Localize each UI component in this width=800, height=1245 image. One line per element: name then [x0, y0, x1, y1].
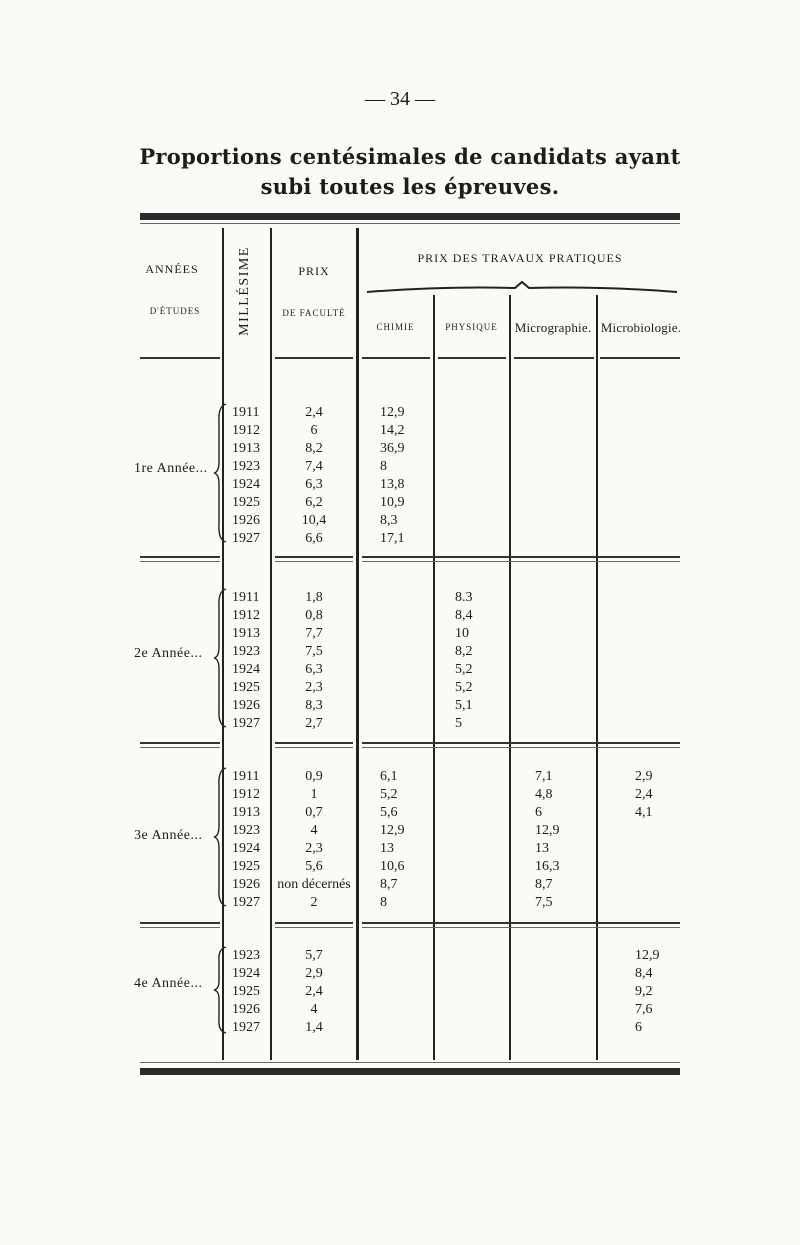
- cell-year: 1924: [232, 662, 260, 677]
- cell-year: 1911: [232, 405, 260, 420]
- cell-faculte: 2,3: [305, 841, 323, 856]
- cell-micrographie: 8,7: [535, 877, 553, 892]
- cell-faculte: 7,7: [305, 626, 323, 641]
- cell-year: 1913: [232, 626, 260, 641]
- header-rule: [275, 357, 353, 359]
- cell-year: 1927: [232, 1020, 260, 1035]
- cell-chimie: 8: [380, 459, 387, 474]
- header-rule: [140, 357, 220, 359]
- cell-chimie: 13,8: [380, 477, 405, 492]
- cell-microbiologie: 9,2: [635, 984, 653, 999]
- brace-icon: [213, 587, 229, 729]
- cell-microbiologie: 6: [635, 1020, 642, 1035]
- cell-faculte: 6,3: [305, 662, 323, 677]
- cell-micrographie: 13: [535, 841, 549, 856]
- group-label: 2e Année...: [134, 646, 203, 661]
- cell-year: 1911: [232, 590, 260, 605]
- cell-microbiologie: 7,6: [635, 1002, 653, 1017]
- header-rule: [438, 357, 506, 359]
- cell-chimie: 17,1: [380, 531, 405, 546]
- cell-faculte: 6: [310, 423, 318, 438]
- cell-year: 1912: [232, 787, 260, 802]
- cell-physique: 5,2: [455, 680, 473, 695]
- cell-faculte: 5,6: [305, 859, 323, 874]
- cell-faculte: 2,4: [305, 405, 323, 420]
- header-microbiologie: Microbiologie.: [600, 320, 682, 335]
- cell-year: 1924: [232, 966, 260, 981]
- cell-year: 1923: [232, 459, 260, 474]
- cell-chimie: 14,2: [380, 423, 405, 438]
- top-rule-thin: [140, 223, 680, 224]
- cell-year: 1926: [232, 513, 260, 528]
- cell-micrographie: 4,8: [535, 787, 553, 802]
- cell-year: 1924: [232, 841, 260, 856]
- header-rule: [514, 357, 594, 359]
- cell-year: 1913: [232, 441, 260, 456]
- cell-year: 1913: [232, 805, 260, 820]
- cell-year: 1923: [232, 823, 260, 838]
- cell-micrographie: 12,9: [535, 823, 560, 838]
- cell-year: 1912: [232, 608, 260, 623]
- cell-year: 1923: [232, 948, 260, 963]
- cell-year: 1927: [232, 895, 260, 910]
- cell-year: 1912: [232, 423, 260, 438]
- cell-physique: 8.3: [455, 590, 473, 605]
- cell-chimie: 10,9: [380, 495, 405, 510]
- cell-faculte: 2,3: [305, 680, 323, 695]
- cell-physique: 8,2: [455, 644, 473, 659]
- cell-year: 1926: [232, 1002, 260, 1017]
- header-millesime: MILLÉSIME: [237, 246, 252, 336]
- cell-year: 1925: [232, 680, 260, 695]
- header-annees: ANNÉES: [145, 262, 199, 276]
- cell-year: 1926: [232, 698, 260, 713]
- cell-faculte: 0,9: [305, 769, 323, 784]
- col-rule-chimie: [433, 295, 435, 1060]
- cell-faculte: 6,6: [305, 531, 323, 546]
- cell-faculte: non décernés: [277, 877, 351, 892]
- bottom-rule: [140, 1068, 680, 1075]
- cell-faculte: 7,4: [305, 459, 323, 474]
- cell-faculte: 7,5: [305, 644, 323, 659]
- cell-year: 1927: [232, 531, 260, 546]
- cell-faculte: 4: [310, 1002, 318, 1017]
- cell-microbiologie: 2,4: [635, 787, 653, 802]
- cell-faculte: 1: [310, 787, 318, 802]
- header-prix: PRIX: [298, 264, 330, 278]
- page-number: — 34 —: [365, 88, 435, 110]
- cell-micrographie: 7,5: [535, 895, 553, 910]
- cell-faculte: 1,8: [305, 590, 323, 605]
- cell-physique: 5,2: [455, 662, 473, 677]
- cell-micrographie: 7,1: [535, 769, 553, 784]
- top-rule: [140, 213, 680, 220]
- cell-chimie: 10,6: [380, 859, 405, 874]
- cell-year: 1925: [232, 984, 260, 999]
- cell-chimie: 13: [380, 841, 394, 856]
- cell-physique: 5,1: [455, 698, 473, 713]
- cell-faculte: 2,7: [305, 716, 323, 731]
- cell-year: 1925: [232, 495, 260, 510]
- cell-faculte: 2: [310, 895, 318, 910]
- group-label: 3e Année...: [134, 828, 203, 843]
- cell-faculte: 6,3: [305, 477, 323, 492]
- cell-chimie: 36,9: [380, 441, 405, 456]
- cell-microbiologie: 12,9: [635, 948, 660, 963]
- cell-chimie: 5,2: [380, 787, 398, 802]
- cell-microbiologie: 2,9: [635, 769, 653, 784]
- cell-chimie: 8,3: [380, 513, 398, 528]
- cell-year: 1927: [232, 716, 260, 731]
- cell-faculte: 4: [310, 823, 318, 838]
- cell-faculte: 5,7: [305, 948, 323, 963]
- cell-faculte: 8,2: [305, 441, 323, 456]
- header-brace: [365, 280, 680, 296]
- group-label: 1re Année...: [134, 461, 208, 476]
- cell-faculte: 6,2: [305, 495, 323, 510]
- cell-micrographie: 6: [535, 805, 542, 820]
- header-chimie: CHIMIE: [376, 322, 415, 332]
- cell-faculte: 0,7: [305, 805, 323, 820]
- cell-faculte: 1,4: [305, 1020, 323, 1035]
- brace-icon: [213, 766, 229, 908]
- cell-year: 1911: [232, 769, 260, 784]
- cell-chimie: 8: [380, 895, 387, 910]
- brace-icon: [213, 945, 229, 1035]
- cell-year: 1925: [232, 859, 260, 874]
- cell-faculte: 2,4: [305, 984, 323, 999]
- header-micrographie: Micrographie.: [514, 320, 592, 335]
- cell-year: 1924: [232, 477, 260, 492]
- col-rule-physique: [509, 295, 511, 1060]
- header-detudes: D'ÉTUDES: [149, 306, 201, 316]
- cell-year: 1923: [232, 644, 260, 659]
- cell-chimie: 5,6: [380, 805, 398, 820]
- cell-micrographie: 16,3: [535, 859, 560, 874]
- cell-physique: 8,4: [455, 608, 473, 623]
- cell-physique: 10: [455, 626, 469, 641]
- page-title: Proportions centésimales de candidats ayant subi toutes les épreuves.: [139, 144, 681, 199]
- header-de-faculte: DE FACULTÉ: [282, 308, 346, 318]
- cell-microbiologie: 4,1: [635, 805, 653, 820]
- cell-chimie: 8,7: [380, 877, 398, 892]
- bottom-rule-thin: [140, 1062, 680, 1063]
- col-rule-micrographie: [596, 295, 598, 1060]
- cell-faculte: 2,9: [305, 966, 323, 981]
- header-prix-travaux: PRIX DES TRAVAUX PRATIQUES: [417, 251, 623, 265]
- header-rule: [600, 357, 680, 359]
- cell-microbiologie: 8,4: [635, 966, 653, 981]
- cell-faculte: 10,4: [301, 513, 327, 528]
- cell-physique: 5: [455, 716, 462, 731]
- cell-faculte: 0,8: [305, 608, 323, 623]
- header-physique: PHYSIQUE: [445, 322, 498, 332]
- brace-icon: [213, 402, 229, 544]
- cell-chimie: 12,9: [380, 405, 405, 420]
- cell-faculte: 8,3: [305, 698, 323, 713]
- cell-year: 1926: [232, 877, 260, 892]
- cell-chimie: 12,9: [380, 823, 405, 838]
- header-rule: [362, 357, 430, 359]
- cell-chimie: 6,1: [380, 769, 398, 784]
- group-label: 4e Année...: [134, 976, 203, 991]
